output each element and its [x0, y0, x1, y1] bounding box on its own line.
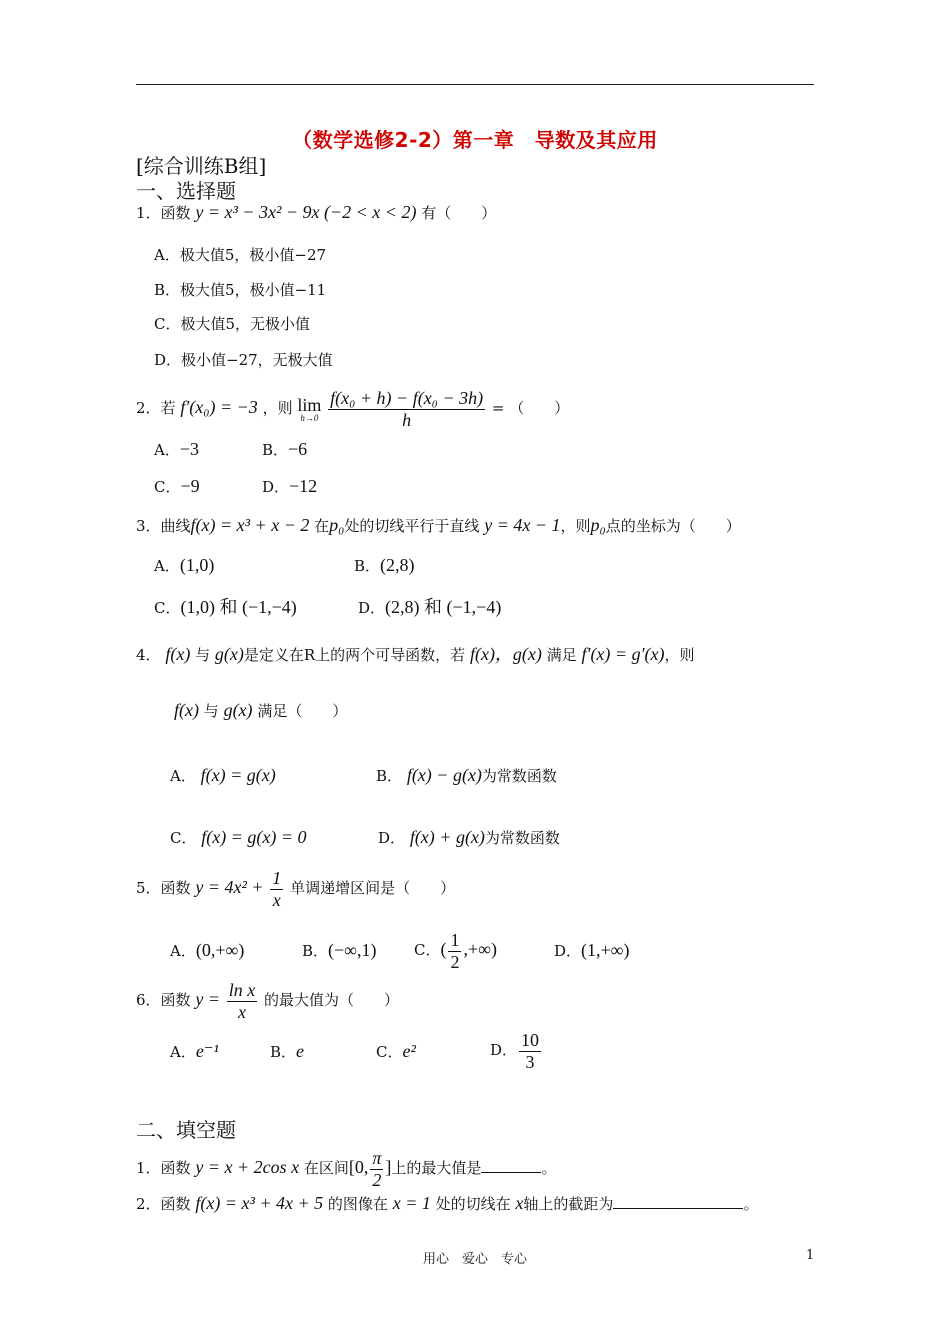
q6-tail: 的最大值为（ ）	[264, 991, 400, 1010]
f1-interval-post: ]	[385, 1157, 392, 1178]
option-text: e	[296, 1041, 305, 1061]
q4-option-d	[378, 827, 560, 848]
option-label: D．	[154, 351, 182, 369]
q2-fraction	[328, 388, 485, 430]
option-text: 极大值5，极小值−11	[180, 281, 327, 299]
f1-text-1: 在区间	[303, 1159, 349, 1178]
q1-number: 1．函数	[136, 204, 191, 222]
q6-number: 6．函数	[136, 991, 191, 1010]
q5-number: 5．函数	[136, 879, 191, 898]
question-5	[136, 868, 455, 910]
fraction-numerator: π	[372, 1148, 382, 1168]
f1-answer-blank[interactable]	[481, 1172, 541, 1173]
q5-option-c	[414, 930, 497, 972]
q6-option-a	[170, 1041, 219, 1062]
q2-option-b	[262, 439, 307, 460]
q3-text-4: 点的坐标为（ ）	[605, 517, 741, 535]
option-label: A．	[170, 942, 196, 960]
fraction-numerator: 10	[521, 1030, 540, 1050]
section-fill-heading: 二、填空题	[136, 1118, 236, 1142]
option-label: D．	[358, 599, 386, 617]
q4-text-1: 是定义在R上的两个可导函数，若	[243, 646, 466, 664]
lim-subscript: h→0	[300, 412, 319, 423]
q5-fraction	[270, 868, 283, 910]
q1-option-a	[154, 244, 326, 265]
option-text: f(x) = g(x) = 0	[201, 827, 307, 847]
option-label: C．	[154, 599, 181, 617]
q5-option-d	[554, 940, 630, 961]
group-label: [综合训练B组]	[136, 154, 267, 178]
option-label: B．	[262, 441, 289, 459]
option-label: A．	[154, 557, 180, 575]
f1-text-2: 上的最大值是	[391, 1159, 482, 1178]
q4-text-2: 满足	[546, 646, 577, 664]
f2-number: 2．函数	[136, 1195, 191, 1213]
q4-text-3: ，则	[664, 646, 695, 664]
option-label: B．	[270, 1043, 297, 1061]
option-label: D．	[554, 942, 582, 960]
q3-option-d	[358, 593, 501, 619]
q4-number: 4．	[136, 646, 161, 664]
q6-d-fraction	[519, 1030, 541, 1072]
q2-mid: ，则	[262, 399, 293, 418]
option-suffix: 为常数函数	[484, 829, 560, 847]
f2-x: x	[515, 1193, 524, 1213]
question-3	[136, 515, 741, 536]
q3-expression: f(x) = x³ + x − 2	[190, 515, 310, 535]
q2-condition: f′(x₀) = −3	[180, 397, 258, 418]
q3-text-1: 在	[314, 517, 330, 535]
q3-number: 3．曲线	[136, 517, 191, 535]
page-number: 1	[806, 1248, 815, 1263]
q3-text-3: ，则	[560, 517, 591, 535]
option-text: −6	[288, 439, 308, 459]
option-label: C．	[376, 1043, 403, 1061]
q4-f-2: f(x)	[174, 700, 199, 720]
header-rule	[136, 84, 814, 85]
q4-option-b	[376, 765, 557, 786]
question-4-line-2	[174, 700, 347, 721]
question-6	[136, 980, 399, 1022]
f2-expression: f(x) = x³ + 4x + 5	[195, 1193, 324, 1213]
q4-and: 与	[195, 646, 211, 664]
q2-limit	[297, 396, 321, 423]
option-text: 极小值−27，无极大值	[181, 351, 333, 369]
q6-fraction	[227, 980, 258, 1022]
option-text: f(x) − g(x)	[406, 765, 482, 785]
q2-number: 2．若	[136, 399, 176, 418]
q3-option-b	[354, 555, 415, 576]
option-text: −12	[289, 476, 318, 496]
f1-number: 1．函数	[136, 1159, 191, 1178]
q2-option-d	[262, 476, 317, 497]
f2-point: x = 1	[392, 1193, 431, 1213]
option-label: B．	[376, 767, 403, 785]
question-2	[136, 388, 569, 430]
option-text: (1,+∞)	[581, 940, 630, 960]
option-label: C．	[154, 478, 181, 496]
fill-question-1	[136, 1148, 556, 1190]
option-text: (2,8)	[380, 555, 415, 575]
f2-text-2: 处的切线在	[435, 1195, 511, 1213]
q6-option-d	[490, 1030, 543, 1072]
fraction-denominator: 3	[525, 1051, 535, 1072]
q4-f: f(x)	[165, 644, 191, 664]
q6-expression: y =	[195, 989, 220, 1010]
option-text: (−∞,1)	[328, 940, 377, 960]
fraction-denominator: 2	[450, 951, 460, 972]
q1-option-d	[154, 349, 333, 370]
option-text-post: ,+∞)	[463, 939, 497, 960]
section-choice-heading: 一、选择题	[136, 179, 236, 203]
f1-expression: y = x + 2cos x	[195, 1157, 300, 1178]
q2-option-a	[154, 439, 199, 460]
question-1	[136, 202, 496, 223]
option-text: f(x) + g(x)	[409, 827, 485, 847]
fraction-numerator: f(x₀ + h) − f(x₀ − 3h)	[330, 388, 484, 408]
option-suffix: 为常数函数	[481, 767, 557, 785]
lim-text: lim	[297, 394, 322, 415]
fraction-numerator: 1	[450, 930, 460, 950]
q4-option-c	[170, 827, 307, 848]
q5-option-a	[170, 940, 244, 961]
q5-option-b	[302, 940, 377, 961]
q3-option-c	[154, 593, 297, 619]
option-text: −9	[180, 476, 200, 496]
q1-option-b	[154, 279, 326, 300]
q4-and-2: 与	[203, 702, 219, 720]
question-4	[136, 640, 695, 666]
fraction-denominator: 2	[372, 1169, 382, 1190]
q3-option-a	[154, 555, 214, 576]
q2-tail: = （ ）	[491, 399, 570, 418]
q4-condition: f′(x) = g′(x)	[581, 644, 665, 664]
document-title: （数学选修2-2）第一章 导数及其应用	[292, 128, 658, 152]
q4-tail: 满足（ ）	[257, 702, 348, 720]
footer-text: 用心 爱心 专心	[422, 1252, 527, 1267]
option-text: (1,0) 和 (−1,−4)	[180, 597, 297, 617]
q1-option-c	[154, 313, 310, 334]
f2-end: 。	[743, 1195, 759, 1213]
option-text: f(x) = g(x)	[200, 765, 276, 785]
option-text: e²	[402, 1041, 416, 1061]
fraction-denominator: x	[238, 1001, 246, 1022]
q5-expression: y = 4x² +	[195, 877, 264, 898]
option-label: A．	[154, 246, 180, 264]
option-text-pre: (	[440, 939, 447, 960]
option-text: (0,+∞)	[195, 940, 245, 960]
fill-question-2	[136, 1193, 758, 1214]
option-label: B．	[302, 942, 329, 960]
q4-option-a	[170, 765, 276, 786]
q4-fg: f(x)，g(x)	[469, 644, 542, 664]
option-label: D．	[490, 1041, 518, 1060]
option-text: 极大值5，无极小值	[180, 315, 311, 333]
option-text: (1,0)	[179, 555, 215, 575]
option-label: A．	[170, 767, 196, 785]
option-label: D．	[262, 478, 290, 496]
option-label: A．	[154, 441, 180, 459]
f2-answer-blank[interactable]	[613, 1208, 743, 1209]
q4-g: g(x)	[214, 644, 244, 664]
q1-expression: y = x³ − 3x² − 9x (−2 < x < 2)	[195, 202, 417, 222]
q3-text-2: 处的切线平行于直线	[344, 517, 480, 535]
q6-option-c	[376, 1041, 416, 1062]
fraction-numerator: ln x	[228, 980, 256, 1000]
f2-text-3: 轴上的截距为	[523, 1195, 614, 1213]
q4-g-2: g(x)	[223, 700, 253, 720]
fraction-numerator: 1	[272, 868, 282, 888]
option-text: 极大值5，极小值−27	[179, 246, 327, 264]
fraction-denominator: h	[402, 409, 412, 430]
fraction-denominator: x	[272, 889, 281, 910]
option-label: C．	[170, 829, 197, 847]
option-text: −3	[179, 439, 199, 459]
option-label: A．	[170, 1043, 196, 1061]
q3-point-2: p₀	[590, 515, 606, 535]
f1-fraction	[370, 1148, 383, 1190]
f1-interval-pre: [0,	[348, 1157, 369, 1178]
option-label: D．	[378, 829, 406, 847]
f1-end: 。	[541, 1159, 557, 1178]
q2-option-c	[154, 476, 200, 497]
q5-tail: 单调递增区间是（ ）	[290, 879, 456, 898]
option-label: C．	[154, 315, 181, 333]
q5-c-fraction	[448, 930, 461, 972]
option-label: C．	[414, 941, 441, 960]
option-text: (2,8) 和 (−1,−4)	[385, 597, 502, 617]
option-label: B．	[354, 557, 381, 575]
option-text: e⁻¹	[195, 1041, 219, 1061]
q6-option-b	[270, 1041, 304, 1062]
option-label: B．	[154, 281, 181, 299]
q3-line: y = 4x − 1	[484, 515, 561, 535]
q3-point: p₀	[329, 515, 345, 535]
f2-text-1: 的图像在	[327, 1195, 388, 1213]
q1-tail: 有（ ）	[421, 204, 497, 222]
